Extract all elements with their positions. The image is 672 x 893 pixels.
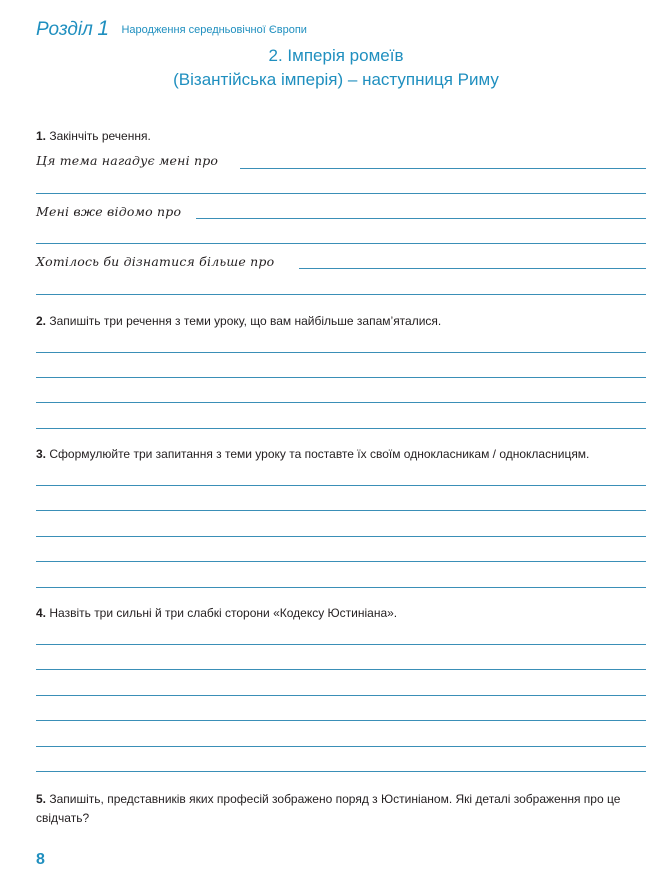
section-header — [36, 17, 307, 41]
answer-line[interactable] — [36, 510, 646, 511]
task-2 — [36, 314, 441, 328]
page-title-line2: (Візантійська імперія) – наступниця Риму — [173, 70, 499, 89]
task-5 — [36, 790, 648, 828]
answer-line[interactable] — [36, 294, 646, 295]
answer-line[interactable] — [240, 168, 646, 169]
task-number: 2. — [36, 314, 47, 328]
task-4 — [36, 606, 397, 620]
task-text: Запишіть три речення з теми уроку, що вам найбільше запам’яталися. — [49, 314, 442, 328]
answer-line[interactable] — [36, 428, 646, 429]
answer-line[interactable] — [36, 377, 646, 378]
answer-line[interactable] — [36, 352, 646, 353]
task-number: 4. — [36, 606, 47, 620]
answer-line[interactable] — [36, 485, 646, 486]
task-text: Закінчіть речення. — [49, 129, 151, 143]
task-3 — [36, 447, 589, 461]
answer-line[interactable] — [299, 268, 646, 269]
answer-line[interactable] — [36, 587, 646, 588]
prompt-3: Хотілось би дізнатися більше про — [36, 254, 275, 269]
section-number: 1 — [97, 17, 110, 40]
task-number: 1. — [36, 129, 47, 143]
task-text: Сформулюйте три запитання з теми уроку та поставте їх своїм однокласникам / однокласницям. — [49, 447, 590, 461]
answer-line[interactable] — [196, 218, 646, 219]
answer-line[interactable] — [36, 561, 646, 562]
answer-line[interactable] — [36, 536, 646, 537]
prompt-1: Ця тема нагадує мені про — [36, 153, 219, 168]
section-subtitle: Народження середньовічної Європи — [121, 24, 307, 36]
task-number: 3. — [36, 447, 47, 461]
answer-line[interactable] — [36, 720, 646, 721]
section-word: Розділ — [36, 19, 93, 40]
answer-line[interactable] — [36, 695, 646, 696]
answer-line[interactable] — [36, 402, 646, 403]
answer-line[interactable] — [36, 243, 646, 244]
page-title-line1: 2. Імперія ромеїв — [268, 46, 404, 65]
task-1 — [36, 129, 151, 143]
answer-line[interactable] — [36, 644, 646, 645]
prompt-2: Мені вже відомо про — [36, 204, 182, 219]
task-number: 5. — [36, 792, 47, 806]
answer-line[interactable] — [36, 746, 646, 747]
answer-line[interactable] — [36, 669, 646, 670]
answer-line[interactable] — [36, 771, 646, 772]
task-text: Запишіть, представників яких професій зображено поряд з Юстиніаном. Які деталі зображення про це свідчать? — [36, 792, 621, 825]
page-number: 8 — [36, 851, 45, 868]
answer-line[interactable] — [36, 193, 646, 194]
task-text: Назвіть три сильні й три слабкі сторони «Кодексу Юстиніана». — [49, 606, 398, 620]
